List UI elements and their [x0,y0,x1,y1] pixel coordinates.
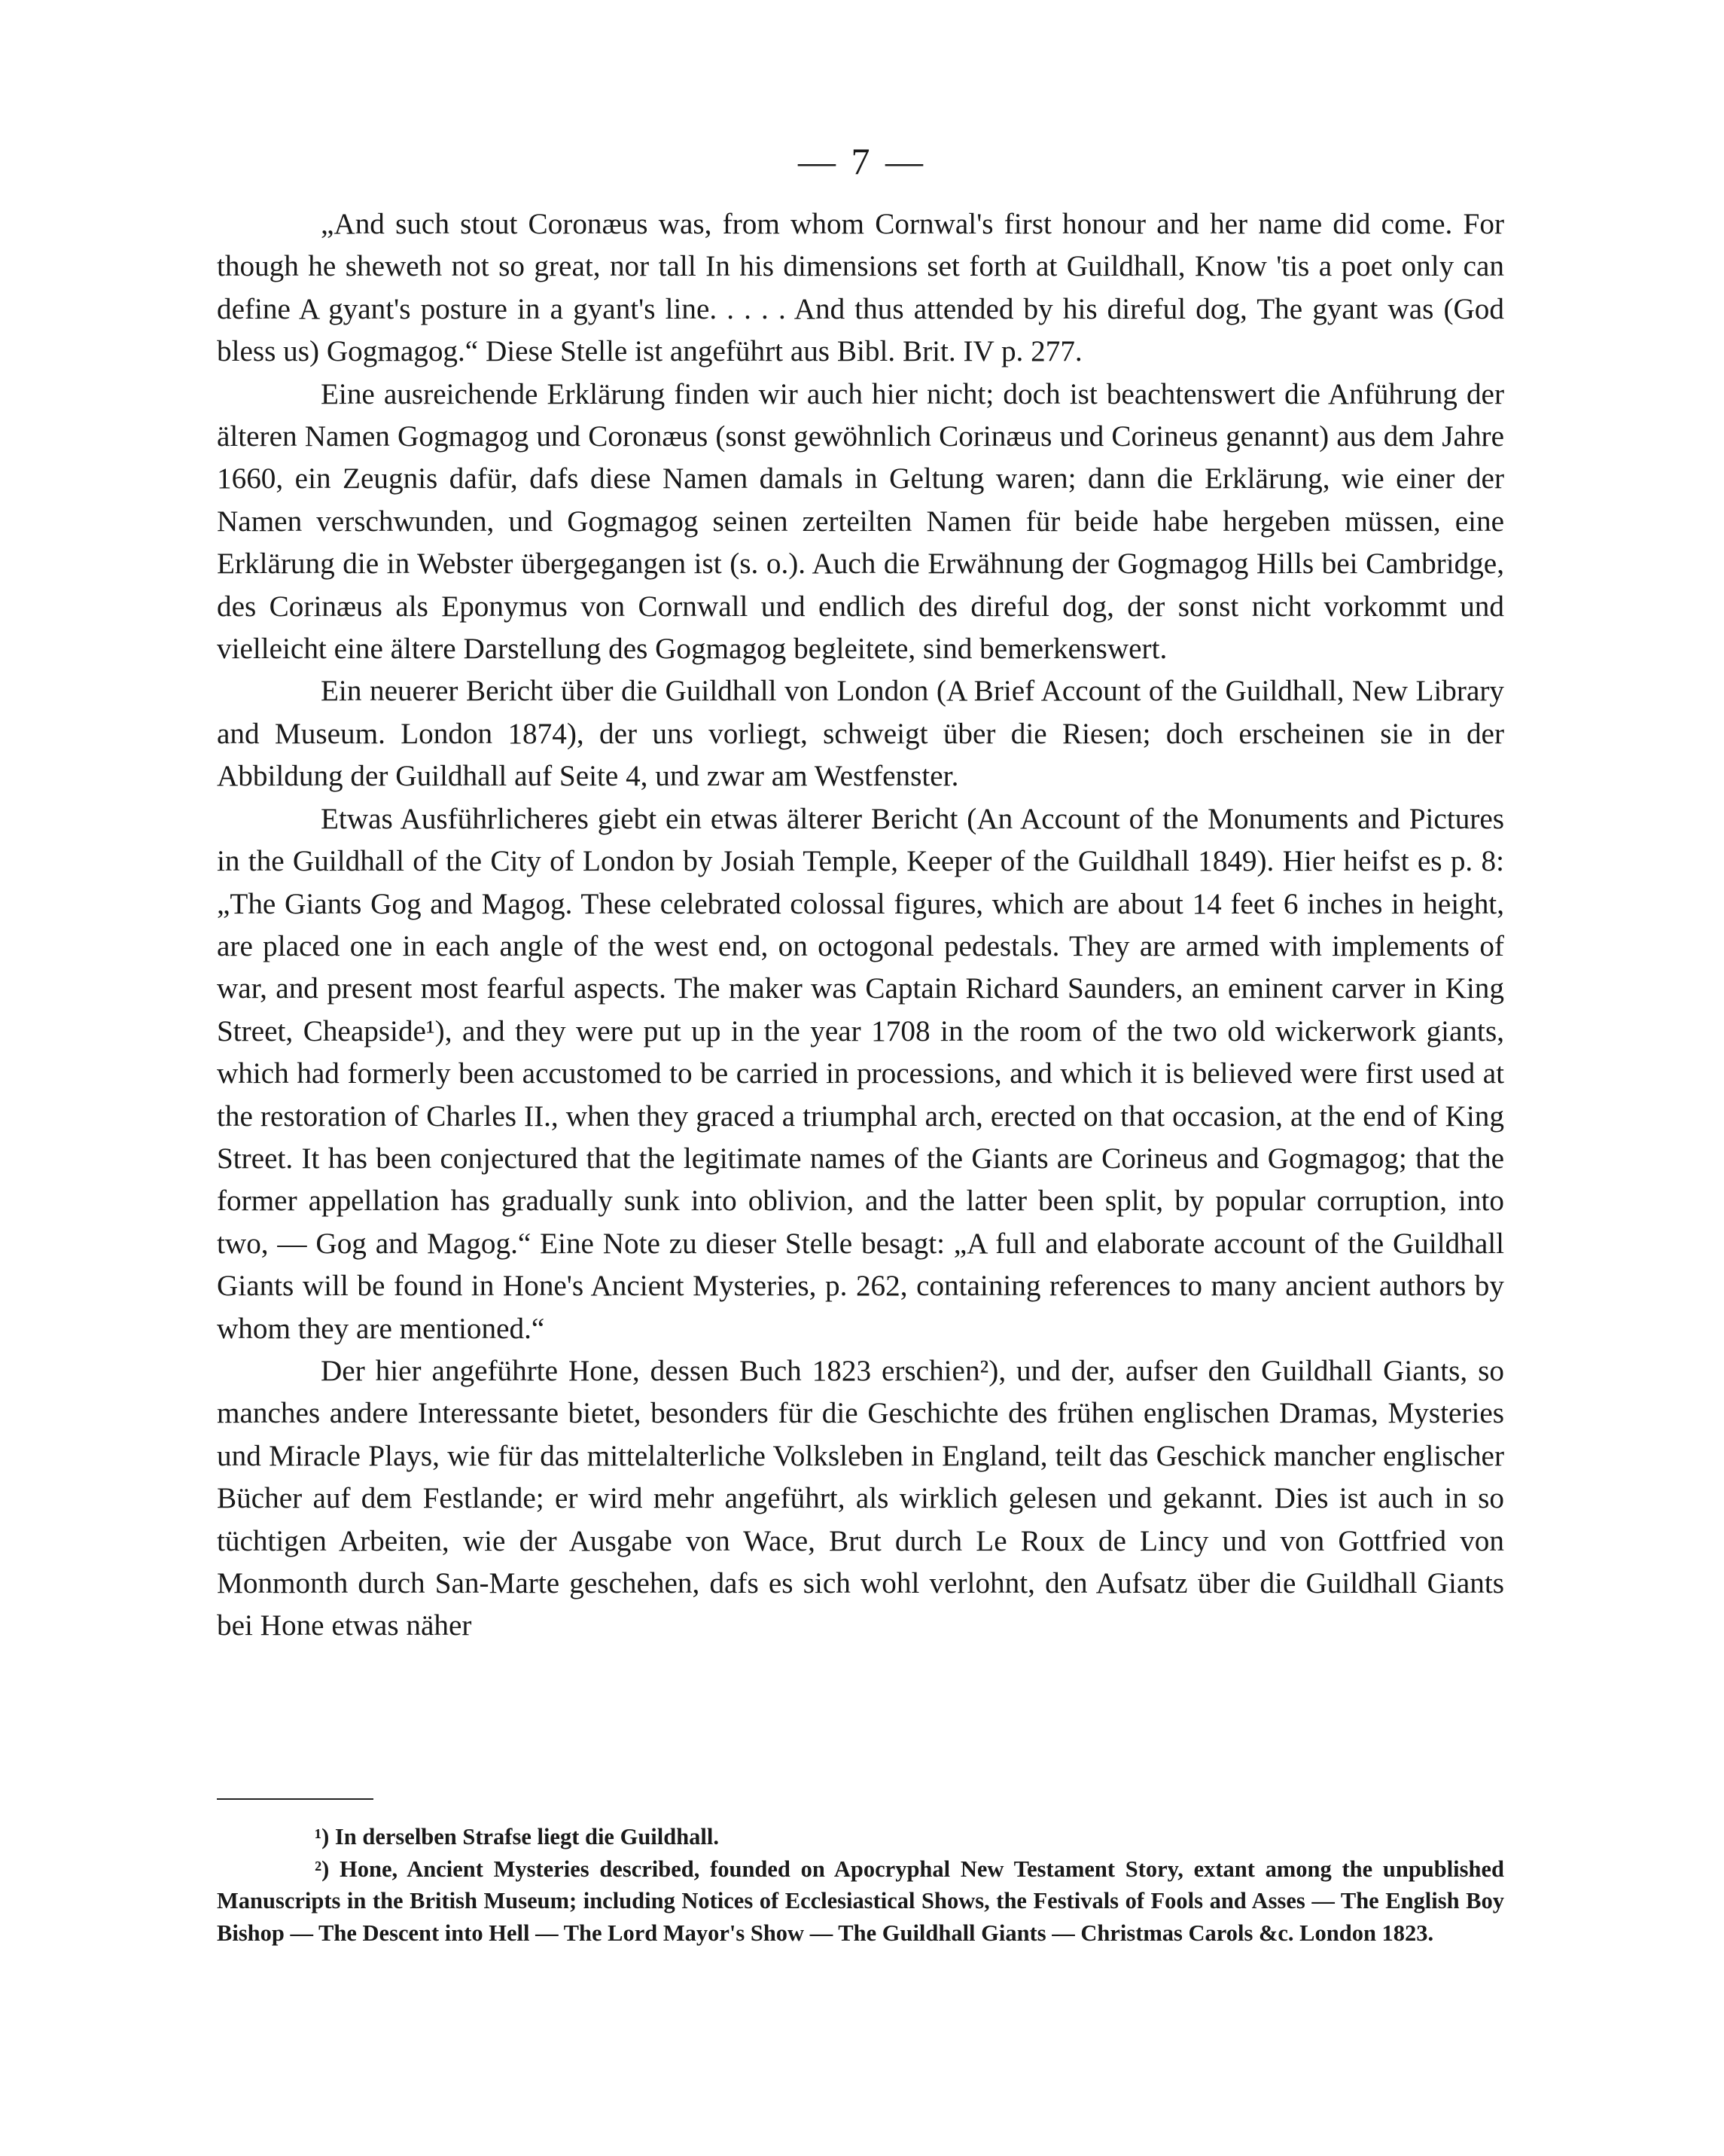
footnote-divider [217,1798,373,1800]
paragraph-quote: „And such stout Coronæus was, from whom Cornwal's first honour and her name did come. For though he sheweth not so great, nor tall In his dimensions set forth at Guildhall, Know 'tis a poet only can define A gyant's posture in a gyant's line. . . . . And thus attended by his direful dog, The gyant was (God bless us) Gogmagog.“ Diese Stelle ist angeführt aus Bibl. Brit. IV p. 277. [217,208,1504,368]
paragraph-older-report: Etwas Ausführlicheres giebt ein etwas älterer Bericht (An Account of the Monuments and Pictures in the Guildhall of the City of London by Josiah Temple, Keeper of the Guildhall 1849). Hier heifst es p. 8: „The Giants Gog and Magog. These celebrated colossal figures, which are about 14 feet 6 inches in height, are placed one in each angle of the west end, on octogonal pedestals. They are armed with implements of war, and present most fearful aspects. The maker was Captain Richard Saunders, an eminent carver in King Street, Cheapside¹), and they were put up in the year 1708 in the room of the two old wickerwork giants, which had formerly been accustomed to be carried in processions, and which it is believed were first used at the restoration of Charles II., when they graced a triumphal arch, erected on that occasion, at the end of King Street. It has been conjectured that the legitimate names of the Giants are Corineus and Gogmagog; that the former appellation has gradually sunk into oblivion, and the latter been split, by popular corruption, into two, — Gog and Magog.“ Eine Note zu dieser Stelle besagt: „A full and elaborate account of the Guildhall Giants will be found in Hone's Ancient Mysteries, p. 262, containing references to many ancient authors by whom they are mentioned.“ [217,802,1504,1345]
body-text [217,203,1504,1648]
footnote-2: ²) Hone, Ancient Mysteries described, founded on Apocryphal New Testament Story, extant among the unpublished Manuscripts in the British Museum; including Notices of Ecclesiastical Shows, the Festivals of Fools and Asses — The English Boy Bishop — The Descent into Hell — The Lord Mayor's Show — The Guildhall Giants — Christmas Carols &c. London 1823. [217,1856,1504,1946]
paragraph-explanation: Eine ausreichende Erklärung finden wir auch hier nicht; doch ist beachtenswert die Anführung der älteren Namen Gogmagog und Coronæus (sonst gewöhnlich Corinæus und Corineus genannt) aus dem Jahre 1660, ein Zeugnis dafür, dafs diese Namen damals in Geltung waren; dann die Erklärung, wie einer der Namen verschwunden, und Gogmagog seinen zerteilten Namen für beide habe hergeben müssen, eine Erklärung die in Webster übergegangen ist (s. o.). Auch die Erwähnung der Gogmagog Hills bei Cambridge, des Corinæus als Eponymus von Cornwall und endlich des direful dog, der sonst nicht vorkommt und vielleicht eine ältere Darstellung des Gogmagog begleitete, sind bemerkenswert. [217,377,1504,666]
footnotes [217,1821,1504,1949]
paragraph-newer-report: Ein neuerer Bericht über die Guildhall von London (A Brief Account of the Guildhall, New Library and Museum. London 1874), der uns vorliegt, schweigt über die Riesen; doch erscheinen sie in der Abbildung der Guildhall auf Seite 4, und zwar am Westfenster. [217,675,1504,793]
footnote-1: ¹) In derselben Strafse liegt die Guildhall. [315,1824,719,1850]
paragraph-hone: Der hier angeführte Hone, dessen Buch 1823 erschien²), und der, aufser den Guildhall Giants, so manches andere Interessante bietet, besonders für die Geschichte des frühen englischen Dramas, Mysteries und Miracle Plays, wie für das mittelalterliche Volksleben in England, teilt das Geschick mancher englischer Bücher auf dem Festlande; er wird mehr angeführt, als wirklich gelesen und gekannt. Dies ist auch in so tüchtigen Arbeiten, wie der Ausgabe von Wace, Brut durch Le Roux de Lincy und von Gottfried von Monmonth durch San-Marte geschehen, dafs es sich wohl verlohnt, den Aufsatz über die Guildhall Giants bei Hone etwas näher [217,1354,1504,1642]
page-number: — 7 — [798,140,926,182]
